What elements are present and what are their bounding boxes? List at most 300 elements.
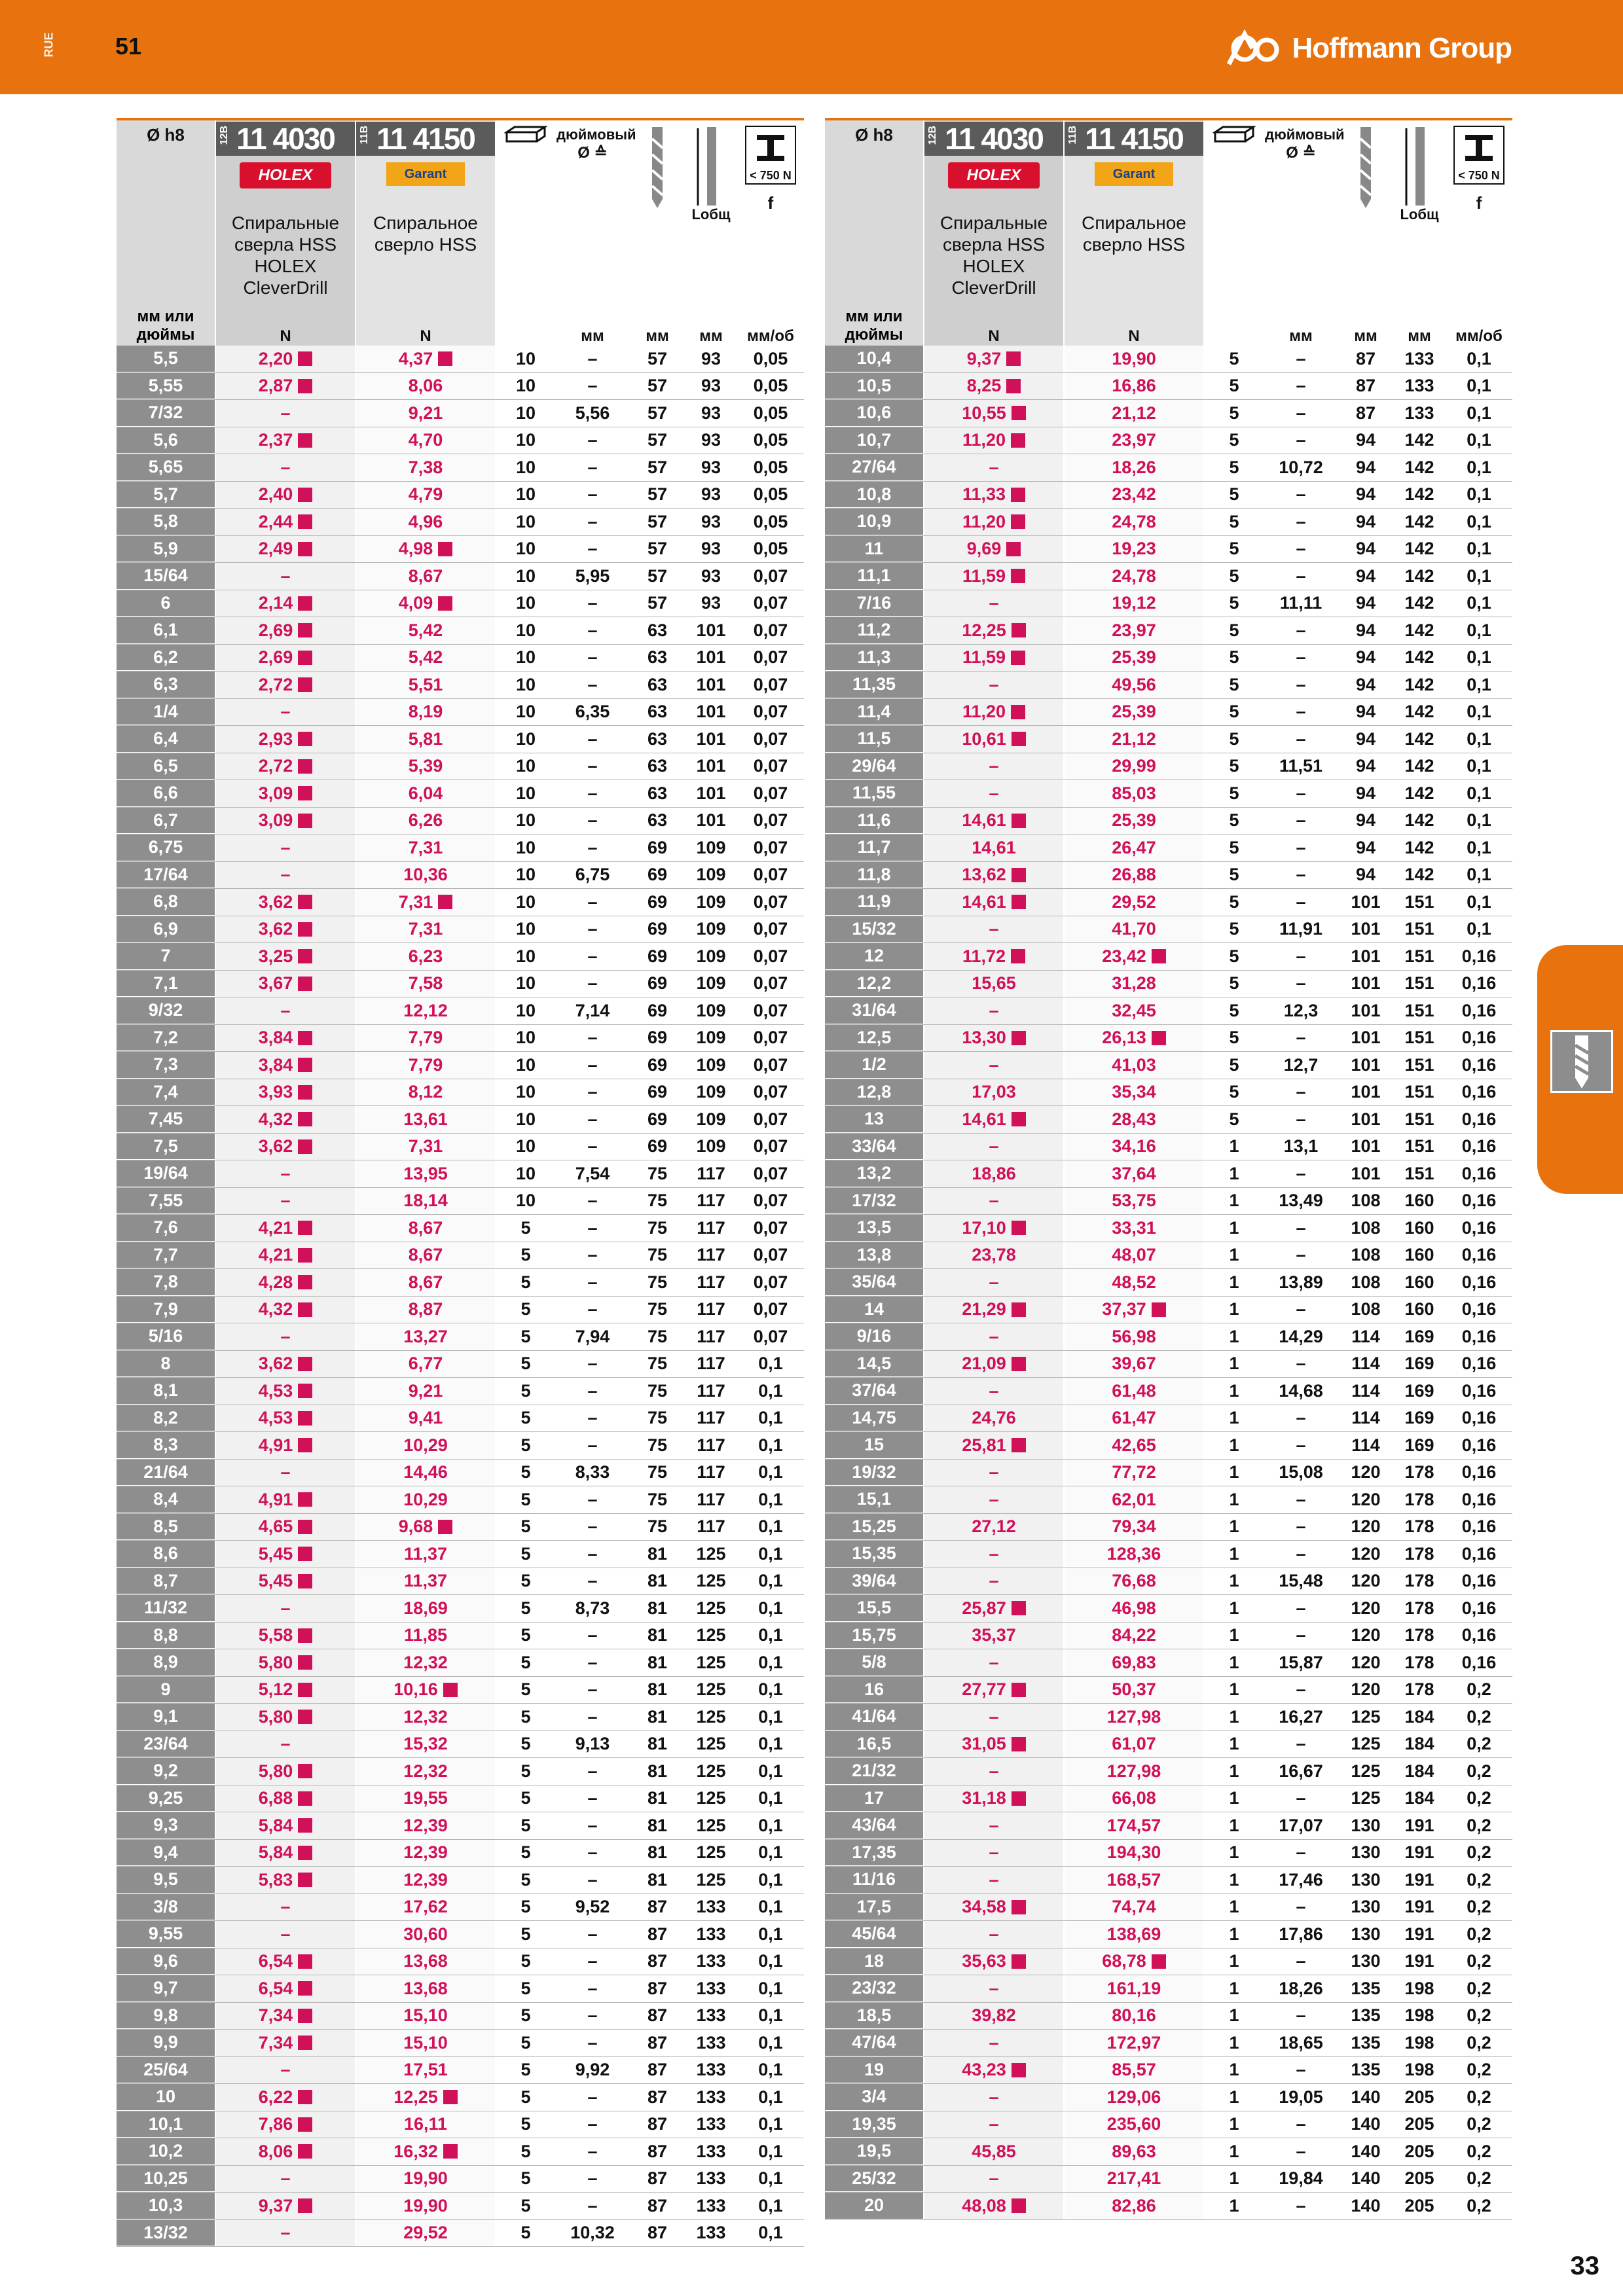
pack-qty-cell-value: 1	[1229, 2032, 1239, 2053]
garant-stock-cell-value: 23,97	[1112, 430, 1156, 450]
table-row[interactable]	[825, 997, 1512, 1025]
holex-stock-cell-value: –	[280, 2060, 291, 2080]
table-row[interactable]	[117, 862, 804, 889]
table-row[interactable]	[825, 454, 1512, 482]
table-row[interactable]	[117, 1514, 804, 1541]
garant-stock-cell-value: 4,96	[408, 511, 443, 531]
table-row[interactable]	[825, 1160, 1512, 1188]
table-row[interactable]	[117, 1269, 804, 1297]
diameter-cell-value: 12,2	[856, 973, 892, 993]
table-row[interactable]	[117, 509, 804, 536]
table-row[interactable]	[825, 699, 1512, 726]
garant-stock-cell	[1065, 1948, 1203, 1975]
garant-stock-cell-value: 89,63	[1112, 2141, 1156, 2161]
total-length-cell	[1395, 2196, 1444, 2216]
total-length-cell-value: 178	[1404, 1679, 1434, 1700]
table-row[interactable]	[825, 1731, 1512, 1759]
pack-qty-cell-value: 5	[520, 1788, 531, 1808]
pack-qty-cell	[496, 2060, 555, 2080]
table-row[interactable]	[117, 2111, 804, 2139]
table-row[interactable]	[117, 2166, 804, 2193]
diameter-cell-value: 7,7	[153, 1244, 178, 1265]
table-row[interactable]	[117, 1623, 804, 1650]
diameter-cell	[825, 1758, 923, 1785]
table-row[interactable]	[825, 1649, 1512, 1677]
table-row[interactable]	[825, 536, 1512, 564]
inch-equivalent-cell	[556, 729, 629, 749]
table-row[interactable]	[117, 2057, 804, 2085]
holex-stock-cell-value: –	[989, 2032, 999, 2053]
table-row[interactable]	[825, 1242, 1512, 1270]
table-row[interactable]	[825, 373, 1512, 401]
total-length-cell	[686, 1897, 736, 1917]
flute-length-cell	[630, 430, 685, 450]
table-row[interactable]	[117, 1921, 804, 1948]
table-row[interactable]	[117, 1215, 804, 1242]
garant-stock-cell-value: 17,62	[403, 1897, 448, 1917]
table-row[interactable]	[117, 427, 804, 455]
diameter-cell-value: 19/32	[852, 1462, 896, 1482]
flute-length-cell-value: 114	[1351, 1435, 1380, 1455]
table-row[interactable]	[117, 2084, 804, 2111]
diameter-unit-label: мм или дюймы	[845, 308, 903, 344]
table-row[interactable]	[117, 482, 804, 509]
flute-length-cell	[1338, 1870, 1393, 1890]
pack-qty-cell-value: 5	[1229, 565, 1239, 586]
table-row[interactable]	[117, 753, 804, 781]
table-row[interactable]	[825, 1541, 1512, 1568]
feed-cell-value: 0,1	[758, 1978, 783, 1998]
feed-cell-value: 0,16	[1461, 1435, 1497, 1455]
inch-equivalent-cell	[1265, 946, 1337, 967]
diameter-cell-value: 17/64	[143, 864, 188, 884]
diameter-cell-value: 16,5	[856, 1733, 892, 1753]
garant-stock-cell-value: 8,19	[408, 702, 443, 722]
table-row[interactable]	[825, 1595, 1512, 1623]
diameter-cell	[825, 2111, 923, 2138]
table-row[interactable]	[117, 943, 804, 971]
table-row[interactable]	[117, 536, 804, 564]
table-row[interactable]	[117, 1785, 804, 1813]
total-length-cell	[1395, 1707, 1444, 1727]
table-row[interactable]	[825, 1975, 1512, 2003]
table-row[interactable]	[117, 1948, 804, 1976]
pack-qty-cell-value: 5	[1229, 702, 1239, 722]
flute-length-cell	[1338, 566, 1393, 586]
table-row[interactable]	[117, 1134, 804, 1161]
flute-length-cell-value: 140	[1351, 2087, 1381, 2107]
table-row[interactable]	[825, 1921, 1512, 1948]
flute-length-cell-value: 94	[1355, 539, 1376, 559]
table-row[interactable]	[117, 1812, 804, 1840]
total-length-cell-value: 142	[1404, 810, 1434, 831]
garant-stock-cell	[356, 2193, 495, 2219]
feed-cell	[1446, 484, 1512, 505]
table-row[interactable]	[117, 1758, 804, 1785]
table-row[interactable]	[825, 1134, 1512, 1161]
table-row[interactable]	[825, 1405, 1512, 1433]
garant-stock-cell-value: 30,60	[403, 1924, 448, 1944]
stock-available-marker	[438, 1520, 452, 1534]
total-length-cell	[686, 1490, 736, 1510]
table-row[interactable]	[825, 726, 1512, 753]
table-row[interactable]	[117, 2003, 804, 2030]
table-row[interactable]	[825, 916, 1512, 944]
table-row[interactable]	[117, 1595, 804, 1623]
flute-length-cell	[1338, 2087, 1393, 2108]
table-row[interactable]	[825, 346, 1512, 373]
table-row[interactable]	[825, 1948, 1512, 1976]
drill-bit-icon	[1550, 1030, 1613, 1093]
table-row[interactable]	[825, 1106, 1512, 1134]
garant-stock-cell-value: 172,97	[1106, 2032, 1161, 2053]
pack-qty-cell-value: 5	[520, 2060, 531, 2080]
table-row[interactable]	[117, 726, 804, 753]
table-row[interactable]	[825, 2057, 1512, 2085]
pack-qty-cell	[496, 1870, 555, 1890]
table-row[interactable]	[825, 971, 1512, 998]
garant-stock-cell	[1065, 590, 1203, 617]
garant-stock-cell	[356, 1160, 495, 1187]
total-length-cell-value: 191	[1404, 1815, 1434, 1835]
table-row[interactable]	[117, 1677, 804, 1704]
total-length-cell-value: 125	[696, 1706, 726, 1727]
holex-stock-cell-value: 9,37	[258, 2195, 293, 2215]
garant-stock-cell-value: 127,98	[1106, 1706, 1161, 1727]
inch-equivalent-cell-value: –	[1296, 1788, 1306, 1808]
holex-stock-cell-value: 11,20	[962, 511, 1006, 531]
holex-stock-cell	[216, 1323, 355, 1350]
table-row[interactable]	[117, 672, 804, 699]
feed-cell	[737, 1870, 804, 1890]
table-row[interactable]	[825, 427, 1512, 455]
inch-equivalent-cell-value: –	[587, 2032, 598, 2053]
inch-equivalent-cell	[556, 1653, 629, 1673]
table-row[interactable]	[825, 1432, 1512, 1460]
table-row[interactable]	[825, 400, 1512, 427]
stock-available-marker	[298, 542, 312, 556]
holex-stock-cell	[924, 1269, 1063, 1296]
flute-length-cell-value: 81	[647, 1788, 668, 1808]
table-row[interactable]	[825, 563, 1512, 590]
holex-stock-cell-value: –	[989, 1272, 999, 1292]
table-row[interactable]	[117, 916, 804, 944]
total-length-cell-value: 109	[696, 973, 726, 994]
total-length-cell-value: 151	[1404, 1054, 1434, 1075]
table-row[interactable]	[117, 1486, 804, 1514]
table-row[interactable]	[825, 1677, 1512, 1704]
feed-cell	[1446, 729, 1512, 749]
flute-length-cell-value: 81	[647, 1842, 668, 1863]
inch-equivalent-cell-value: –	[587, 620, 598, 640]
holex-stock-cell	[216, 1921, 355, 1948]
feed-cell	[1446, 1761, 1512, 1782]
table-row[interactable]	[825, 1323, 1512, 1351]
holex-stock-cell	[924, 889, 1063, 916]
table-row[interactable]	[825, 1052, 1512, 1079]
garant-logo: Garant	[1095, 162, 1173, 186]
table-row[interactable]	[117, 1840, 804, 1867]
flute-length-cell-value: 125	[1351, 1734, 1381, 1754]
table-row[interactable]	[825, 590, 1512, 618]
table-row[interactable]	[117, 889, 804, 916]
diameter-cell-value: 7,8	[153, 1272, 178, 1292]
table-row[interactable]	[825, 1785, 1512, 1813]
flute-length-cell-value: 120	[1351, 1571, 1381, 1591]
total-length-cell-value: 125	[696, 1625, 726, 1645]
stock-available-marker	[1012, 814, 1026, 828]
inch-equivalent-cell	[556, 647, 629, 668]
diameter-cell-value: 35/64	[852, 1272, 896, 1292]
table-row[interactable]	[825, 1215, 1512, 1242]
table-row[interactable]	[825, 1840, 1512, 1867]
garant-stock-cell-value: 84,22	[1112, 1625, 1156, 1645]
flute-length-cell-value: 69	[647, 1109, 668, 1129]
pack-qty-cell-value: 1	[1229, 2141, 1239, 2161]
diameter-cell-value: 13,5	[856, 1217, 892, 1238]
inch-equivalent-cell	[556, 810, 629, 831]
table-row[interactable]	[117, 971, 804, 998]
inch-equivalent-cell	[1265, 1571, 1337, 1591]
table-row[interactable]	[825, 780, 1512, 808]
table-row[interactable]	[117, 1432, 804, 1460]
flute-length-cell	[1338, 729, 1393, 749]
total-length-cell-value: 101	[696, 647, 726, 668]
table-row[interactable]	[825, 2138, 1512, 2166]
table-row[interactable]	[117, 454, 804, 482]
flute-length-cell	[630, 702, 685, 722]
stock-available-marker	[298, 1764, 312, 1778]
inch-equivalent-cell-value: –	[587, 1625, 598, 1645]
table-row[interactable]	[117, 1731, 804, 1759]
table-row[interactable]	[825, 1079, 1512, 1107]
garant-stock-cell	[356, 1134, 495, 1160]
table-row[interactable]	[117, 808, 804, 835]
diameter-cell-value: 15/64	[143, 565, 188, 586]
table-row[interactable]	[117, 2220, 804, 2248]
inch-equivalent-cell	[1265, 1679, 1337, 1700]
inch-equivalent-cell	[1265, 1653, 1337, 1673]
feed-cell	[1446, 1191, 1512, 1211]
table-row[interactable]	[825, 1486, 1512, 1514]
table-row[interactable]	[117, 563, 804, 590]
flute-length-cell	[630, 1761, 685, 1782]
pack-qty-cell-value: 5	[520, 1815, 531, 1835]
pack-qty-cell	[496, 1924, 555, 1945]
flute-length-cell	[630, 1897, 685, 1917]
table-row[interactable]	[825, 2166, 1512, 2193]
feed-cell-value: 0,1	[1467, 484, 1491, 505]
stock-available-marker	[298, 1520, 312, 1534]
flute-length-cell-value: 94	[1355, 865, 1376, 885]
garant-stock-cell-value: 25,39	[1112, 702, 1156, 722]
feed-cell	[1446, 2005, 1512, 2026]
inch-equivalent-cell-value: –	[1296, 1082, 1306, 1102]
diameter-cell	[117, 373, 215, 400]
table-row[interactable]	[825, 808, 1512, 835]
table-row[interactable]	[825, 1269, 1512, 1297]
inch-equivalent-cell-value: –	[587, 348, 598, 368]
table-row[interactable]	[117, 1867, 804, 1894]
diameter-cell-value: 12,8	[856, 1081, 892, 1102]
table-row[interactable]	[117, 1460, 804, 1487]
inch-equivalent-cell-value: –	[587, 647, 598, 668]
table-row[interactable]	[825, 1758, 1512, 1785]
table-row[interactable]	[117, 1242, 804, 1270]
feed-cell-value: 0,07	[753, 946, 788, 966]
table-row[interactable]	[825, 672, 1512, 699]
inch-equivalent-cell-value: –	[587, 539, 598, 559]
table-row[interactable]	[117, 1351, 804, 1378]
garant-stock-cell-value: 6,77	[408, 1354, 443, 1374]
table-row[interactable]	[825, 1623, 1512, 1650]
table-row[interactable]	[117, 2138, 804, 2166]
table-row[interactable]	[825, 1025, 1512, 1052]
table-row[interactable]	[825, 862, 1512, 889]
table-row[interactable]	[825, 617, 1512, 645]
table-row[interactable]	[825, 1867, 1512, 1894]
table-row[interactable]	[825, 753, 1512, 781]
table-row[interactable]	[825, 1812, 1512, 1840]
garant-stock-cell-value: 19,90	[403, 2168, 448, 2189]
table-row[interactable]	[825, 1188, 1512, 1215]
feed-cell	[1446, 919, 1512, 939]
table-row[interactable]	[825, 1297, 1512, 1324]
holex-stock-cell-value: –	[989, 1978, 999, 1998]
holex-stock-cell	[216, 454, 355, 481]
table-row[interactable]	[825, 482, 1512, 509]
table-row[interactable]	[825, 943, 1512, 971]
table-row[interactable]	[117, 2193, 804, 2220]
flute-length-cell	[1338, 892, 1393, 912]
table-row[interactable]	[117, 400, 804, 427]
table-row[interactable]	[117, 1649, 804, 1677]
diameter-cell-value: 15,1	[856, 1489, 892, 1509]
table-row[interactable]	[825, 2193, 1512, 2220]
table-row[interactable]	[825, 1568, 1512, 1596]
table-row[interactable]	[117, 1188, 804, 1215]
holex-stock-cell	[924, 1758, 1063, 1785]
table-row[interactable]	[825, 889, 1512, 916]
table-row[interactable]	[825, 509, 1512, 536]
table-row[interactable]	[117, 1025, 804, 1052]
table-row[interactable]	[117, 834, 804, 862]
stock-available-marker	[298, 1574, 312, 1588]
garant-stock-cell	[356, 1758, 495, 1785]
table-row[interactable]	[117, 617, 804, 645]
table-row[interactable]	[825, 1704, 1512, 1731]
table-row[interactable]	[117, 1568, 804, 1596]
garant-stock-cell	[356, 834, 495, 861]
table-row[interactable]	[117, 2030, 804, 2057]
table-row[interactable]	[117, 1160, 804, 1188]
inch-equivalent-cell-value: –	[587, 2114, 598, 2134]
flute-length-cell	[1338, 1653, 1393, 1673]
holex-stock-cell	[216, 2084, 355, 2111]
garant-stock-cell-value: 12,39	[403, 1815, 448, 1835]
total-length-cell-value: 93	[701, 484, 721, 505]
table-row[interactable]	[117, 1052, 804, 1079]
table-row[interactable]	[825, 834, 1512, 862]
table-row[interactable]	[825, 2003, 1512, 2030]
garant-stock-cell-value: 21,12	[1112, 403, 1156, 423]
table-row[interactable]	[117, 1975, 804, 2003]
table-row[interactable]	[117, 590, 804, 618]
table-row[interactable]	[117, 1541, 804, 1568]
holex-stock-cell-value: 5,83	[258, 1869, 293, 1890]
diameter-cell	[825, 346, 923, 372]
feed-cell	[737, 430, 804, 450]
diameter-cell-value: 15,75	[852, 1624, 896, 1645]
table-row[interactable]	[117, 1106, 804, 1134]
holex-stock-cell	[924, 482, 1063, 509]
table-row[interactable]	[117, 1894, 804, 1922]
table-row[interactable]	[117, 1323, 804, 1351]
diameter-cell-value: 9	[160, 1679, 171, 1699]
table-row[interactable]	[825, 2111, 1512, 2139]
table-row[interactable]	[825, 1514, 1512, 1541]
feed-cell-value: 0,16	[1461, 1299, 1497, 1319]
table-row[interactable]	[117, 997, 804, 1025]
table-row[interactable]	[117, 373, 804, 401]
table-row[interactable]	[117, 645, 804, 672]
flute-length-cell	[630, 1354, 685, 1374]
holex-stock-cell	[924, 1025, 1063, 1052]
holex-stock-cell	[216, 1595, 355, 1622]
inch-equivalent-cell	[556, 1734, 629, 1754]
table-row[interactable]	[825, 1460, 1512, 1487]
holex-stock-cell	[216, 536, 355, 563]
table-row[interactable]	[117, 346, 804, 373]
table-row[interactable]	[117, 1079, 804, 1107]
inch-equivalent-cell-value: –	[587, 1706, 598, 1727]
pack-qty-cell	[1205, 2196, 1264, 2216]
feed-cell-value: 0,1	[1467, 403, 1491, 423]
table-row[interactable]	[117, 1704, 804, 1731]
garant-stock-cell	[1065, 2138, 1203, 2165]
table-row[interactable]	[825, 1351, 1512, 1378]
pack-qty-cell-value: 1	[1229, 1543, 1239, 1564]
table-row[interactable]	[825, 2084, 1512, 2111]
stock-available-marker	[438, 351, 452, 366]
stock-available-marker	[1006, 542, 1021, 556]
table-row[interactable]	[825, 1894, 1512, 1922]
table-row[interactable]	[117, 1297, 804, 1324]
inch-equivalent-cell	[1265, 1109, 1337, 1130]
diameter-cell-value: 31/64	[852, 1000, 896, 1020]
table-row[interactable]	[117, 780, 804, 808]
table-row[interactable]	[825, 1378, 1512, 1405]
feed-cell-value: 0,16	[1461, 1245, 1497, 1265]
flute-length-cell	[630, 1327, 685, 1347]
garant-stock-cell-value: 7,79	[408, 1028, 443, 1048]
table-row[interactable]	[117, 699, 804, 726]
pack-qty-cell-value: 1	[1229, 1734, 1239, 1754]
flute-length-cell	[1338, 1164, 1393, 1184]
flute-length-cell	[1338, 1109, 1393, 1130]
pack-qty-cell-value: 5	[1229, 593, 1239, 613]
table-row[interactable]	[825, 645, 1512, 672]
total-length-cell-value: 142	[1404, 783, 1434, 803]
table-row[interactable]	[117, 1378, 804, 1405]
flute-length-cell	[630, 1598, 685, 1619]
table-row[interactable]	[117, 1405, 804, 1433]
holex-stock-cell	[216, 1840, 355, 1867]
holex-stock-cell-value: –	[989, 674, 999, 694]
inch-equivalent-cell-value: –	[1296, 1299, 1306, 1319]
table-row[interactable]	[825, 2030, 1512, 2057]
diameter-cell	[117, 1378, 215, 1405]
